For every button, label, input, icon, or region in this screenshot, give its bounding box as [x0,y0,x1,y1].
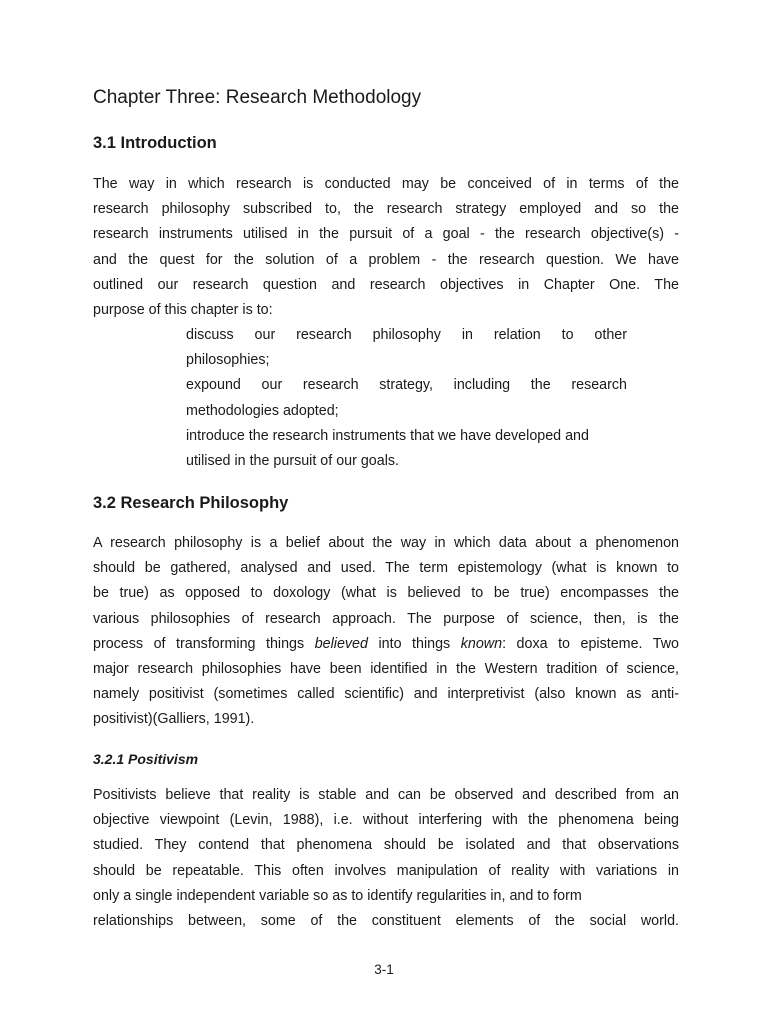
paragraph-line: research philosophy subscribed to, the research strategy employed and so the [93,201,679,218]
chapter-title: Chapter Three: Research Methodology [93,87,422,108]
paragraph-line: relationships between, some of the constituent elements of the social world. [93,912,679,929]
introduction-paragraph [93,172,679,323]
list-item-line: methodologies adopted; [186,402,339,419]
paragraph-line: should be gathered, analysed and used. The term epistemology (what is known to [93,560,679,577]
text-run: into things [367,635,461,652]
section-heading-research-philosophy: 3.2 Research Philosophy [93,494,289,512]
paragraph-line-mixed [93,632,679,657]
positivism-paragraph [93,783,679,934]
list-item [186,323,627,373]
emphasis-believed: believed [314,635,368,652]
list-item-line: expound our research strategy, including the research [186,377,627,394]
list-item [186,373,627,423]
paragraph-line: should be repeatable. This often involves manipulation of reality with variations in [93,862,679,879]
paragraph-line: The way in which research is conducted may be conceived of in terms of the [93,176,679,192]
section-heading-introduction: 3.1 Introduction [93,134,217,152]
purpose-list [186,323,627,474]
paragraph-line: positivist)(Galliers, 1991). [93,711,255,728]
paragraph-line: purpose of this chapter is to: [93,301,273,318]
page-number: 3-1 [374,962,394,977]
list-item-line: utilised in the pursuit of our goals. [186,452,399,469]
text-run: : doxa to episteme. Two [502,635,679,652]
list-item [186,424,627,474]
paragraph-line: outlined our research question and research objectives in Chapter One. The [93,276,679,293]
paragraph-line: objective viewpoint (Levin, 1988), i.e. without interfering with the phenomena being [93,812,679,829]
list-item-line: philosophies; [186,352,270,369]
emphasis-known: known [460,635,503,652]
paragraph-line: namely positivist (sometimes called scientific) and interpretivist (also known as anti- [93,686,679,703]
list-item-line: introduce the research instruments that we have developed and [186,427,589,444]
list-item-line: discuss our research philosophy in relation to other [186,327,627,343]
paragraph-line: be true) as opposed to doxology (what is believed to be true) encompasses the [93,585,679,602]
paragraph-line: and the quest for the solution of a problem - the research question. We have [93,251,679,268]
paragraph-line: various philosophies of research approach. The purpose of science, then, is the [93,610,679,627]
subsection-heading-positivism: 3.2.1 Positivism [93,751,199,767]
paragraph-line: A research philosophy is a belief about the way in which data about a phenomenon [93,535,679,551]
paragraph-line: Positivists believe that reality is stable and can be observed and described from an [93,787,679,803]
text-run: process of transforming things [93,635,315,652]
paragraph-line: major research philosophies have been identified in the Western tradition of science, [93,660,679,677]
paragraph-line: research instruments utilised in the pursuit of a goal - the research objective(s) - [93,226,679,243]
paragraph-line: only a single independent variable so as to identify regularities in, and to form [93,887,582,904]
paragraph-line: studied. They contend that phenomena should be isolated and that observations [93,837,679,854]
research-philosophy-paragraph [93,531,679,733]
